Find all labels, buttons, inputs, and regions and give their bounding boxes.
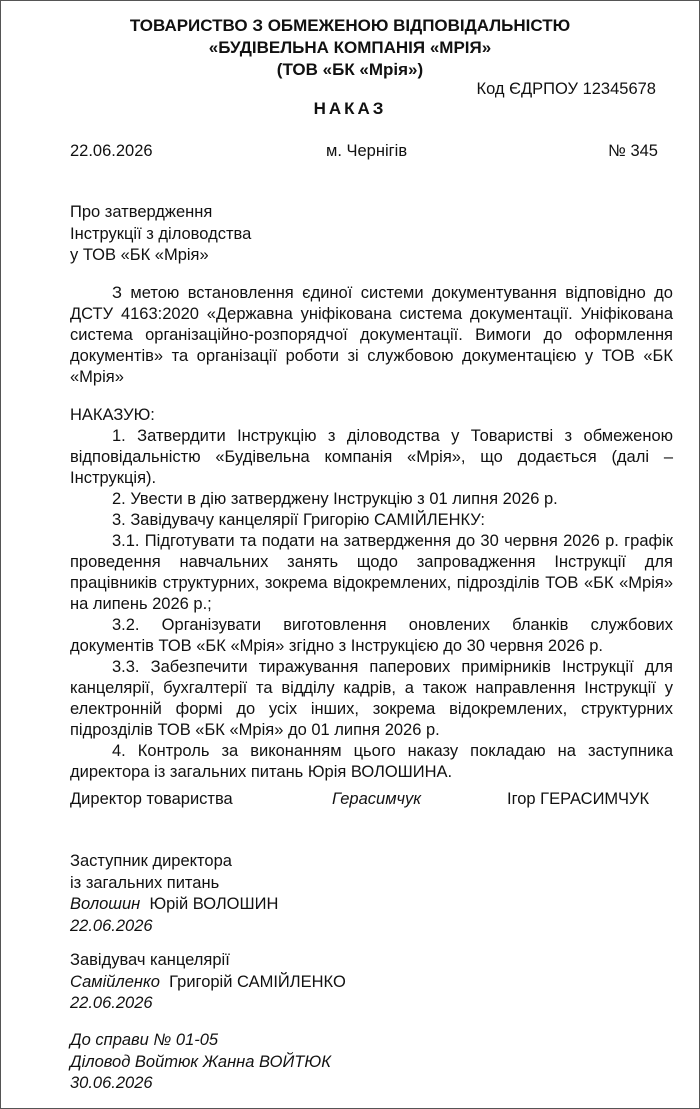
filing-case-line: До справи № 01-05: [70, 1031, 219, 1049]
visa-sign-row: [70, 894, 278, 916]
order-item-3-1: 3.1. Підготувати та подати на затвердження до 30 червня 2026 р. графік проведення навчальних занять щодо запровадження Інструкції для працівників структурних, зокрема відокремлених, підрозділів ТОВ «БК «Мрія» на липень 2026 р.;: [70, 532, 673, 613]
approval-visa-deputy: [70, 851, 278, 937]
preamble: [70, 283, 673, 388]
orders-heading: НАКАЗУЮ:: [70, 406, 155, 424]
orders-section: [70, 405, 673, 783]
document-subject: [70, 202, 251, 267]
order-item-3-3: 3.3. Забезпечити тиражування паперових примірників Інструкції для канцелярії, бухгалтерії та відділу кадрів, а також направлення Інструкції у електронній формі до усіх інших, зокрема відокремлених, структурних підрозділів ТОВ «БК «Мрія» до 01 липня 2026 р.: [70, 658, 673, 739]
visa-date: 22.06.2026: [70, 916, 153, 935]
document-number: № 345: [608, 142, 658, 160]
order-item-3: 3. Завідувачу канцелярії Григорію САМІЙЛЕНКУ:: [112, 511, 485, 529]
filing-date: 30.06.2026: [70, 1074, 153, 1092]
visa-position-line-2: із загальних питань: [70, 873, 220, 892]
visa-position: Завідувач канцелярії: [70, 951, 230, 969]
subject-line-2: Інструкції з діловодства: [70, 224, 252, 243]
approval-visa-chancellery: [70, 950, 346, 1015]
visa-signature: Самійленко: [70, 972, 160, 991]
order-item-2: 2. Увести в дію затверджену Інструкцію з 01 липня 2026 р.: [112, 490, 558, 508]
filing-clerk-line: Діловод Войтюк Жанна ВОЙТЮК: [70, 1052, 331, 1071]
order-item-3-2: 3.2. Організувати виготовлення оновлених бланків службових документів ТОВ «БК «Мрія» згідно з Інструкцією до 30 червня 2026 р.: [70, 616, 673, 655]
document-date: 22.06.2026: [70, 142, 153, 160]
document-city: м. Чернігів: [326, 142, 408, 160]
preamble-text: З метою встановлення єдиної системи документування відповідно до ДСТУ 4163:2020 «Державна уніфікована система документації. Уніфікована система організаційно-розпорядчої документації. Вимоги до оформлення документів» та організації роботи зі службовою документацією у ТОВ «БК «Мрія»: [70, 284, 673, 386]
org-line-1: ТОВАРИСТВО З ОБМЕЖЕНОЮ ВІДПОВІДАЛЬНІСТЮ: [129, 16, 571, 35]
edrpou-code: Код ЄДРПОУ 12345678: [476, 80, 656, 98]
visa-date: 22.06.2026: [70, 994, 153, 1012]
visa-position-line-1: Заступник директора: [70, 852, 232, 870]
document-title: НАКАЗ: [313, 99, 387, 118]
org-line-3: (ТОВ «БК «Мрія»): [276, 60, 424, 79]
director-position: Директор товариства: [70, 790, 233, 808]
organization-name: [1, 15, 699, 81]
visa-name: Григорій САМІЙЛЕНКО: [169, 972, 346, 991]
order-item-4: 4. Контроль за виконанням цього наказу покладаю на заступника директора із загальних питань Юрія ВОЛОШИНА.: [70, 742, 673, 781]
filing-note: [70, 1030, 331, 1095]
visa-name: Юрій ВОЛОШИН: [149, 895, 279, 913]
org-line-2: «БУДІВЕЛЬНА КОМПАНІЯ «МРІЯ»: [208, 38, 492, 57]
order-item-1: 1. Затвердити Інструкцію з діловодства у Товаристві з обмеженою відповідальністю «Будівельна компанія «Мрія», що додається (далі – Інструкція).: [70, 427, 673, 487]
visa-sign-row: [70, 972, 346, 994]
director-signature: Герасимчук: [332, 790, 422, 808]
subject-line-3: у ТОВ «БК «Мрія»: [70, 246, 209, 264]
director-name: Ігор ГЕРАСИМЧУК: [507, 790, 650, 808]
visa-signature: Волошин: [70, 895, 141, 913]
subject-line-1: Про затвердження: [70, 203, 213, 221]
